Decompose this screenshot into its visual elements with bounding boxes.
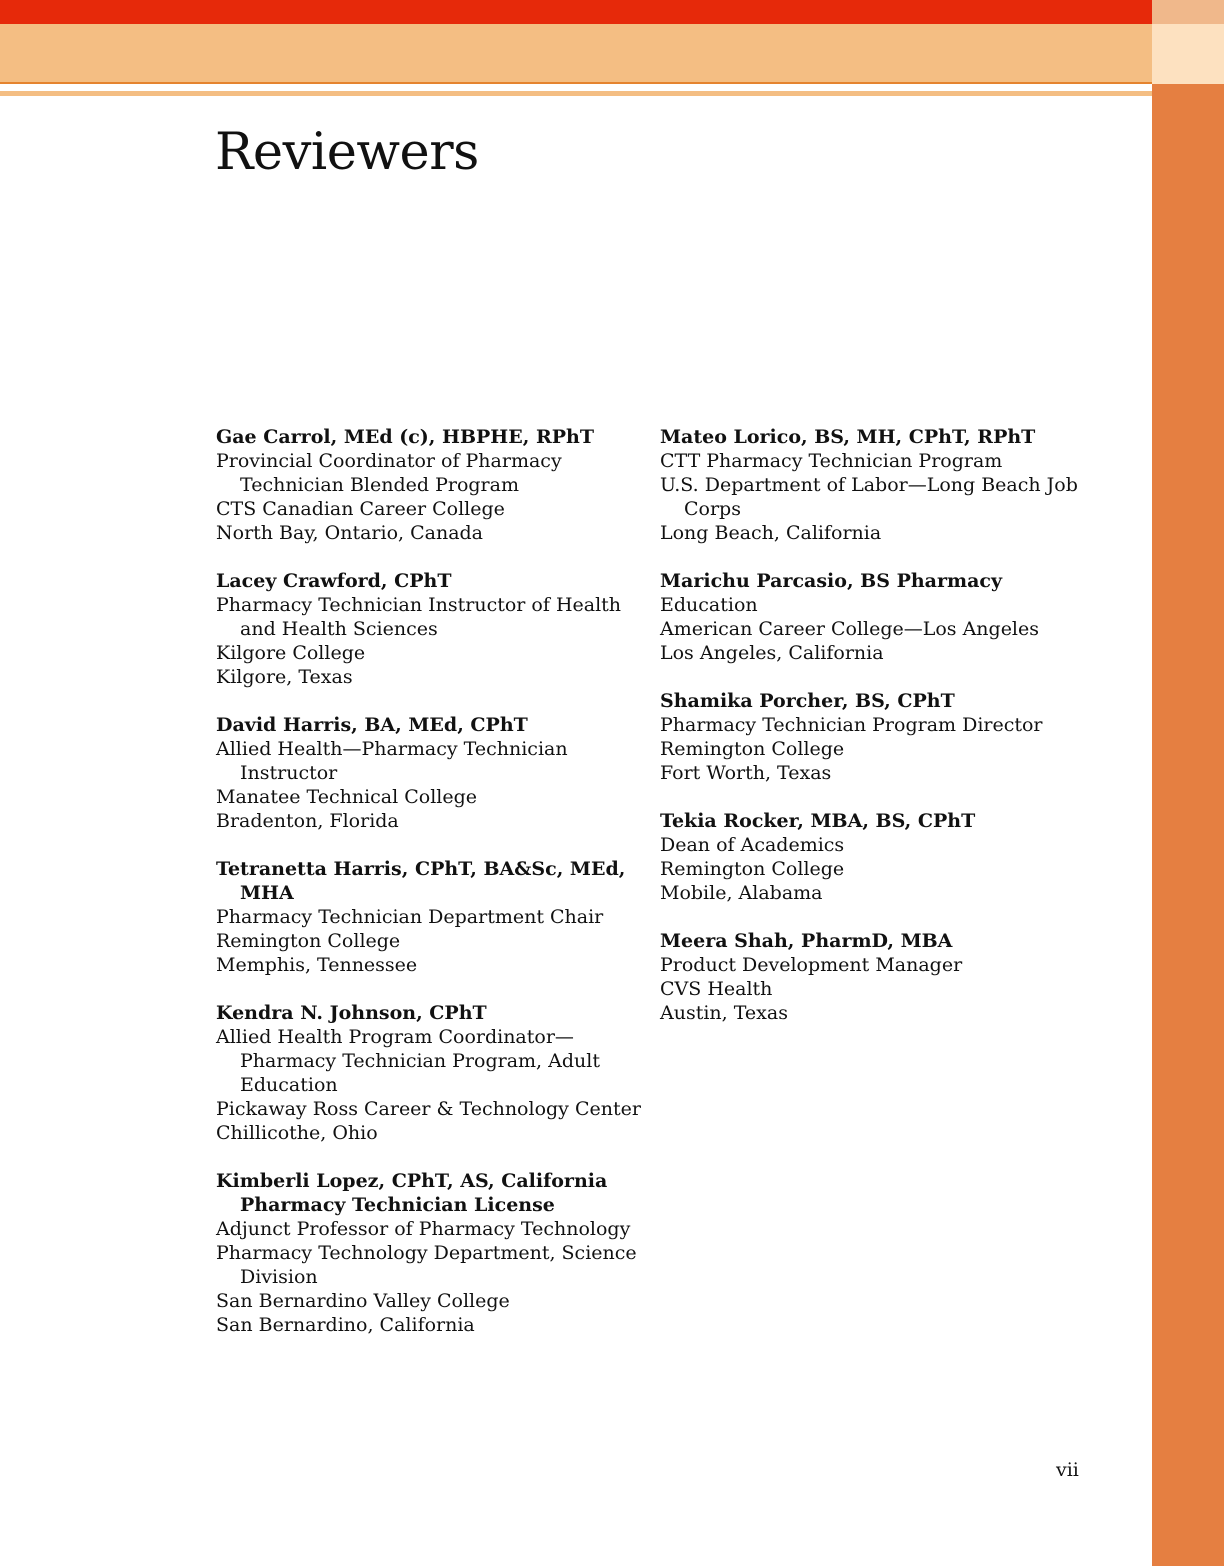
reviewer-detail: San Bernardino, California <box>216 1314 475 1336</box>
reviewer-detail: Pharmacy Technician Instructor of Health and Health Sciences <box>216 594 622 640</box>
reviewer-detail: Pharmacy Technician Department Chair <box>216 906 604 928</box>
reviewer-detail: Austin, Texas <box>660 1002 788 1024</box>
reviewer-entry <box>660 689 1080 785</box>
page-number: vii <box>1056 1459 1079 1481</box>
reviewer-detail: Mobile, Alabama <box>660 882 823 904</box>
reviewer-detail: Allied Health—Pharmacy Technician Instructor <box>216 738 568 784</box>
reviewer-detail: American Career College—Los Angeles <box>660 618 1040 640</box>
reviewer-detail: Dean of Academics <box>660 834 845 856</box>
reviewer-entry <box>216 569 646 689</box>
reviewer-entry <box>660 569 1080 665</box>
reviewer-detail: U.S. Department of Labor—Long Beach Job Corps <box>660 474 1078 520</box>
side-band-top <box>1152 0 1224 24</box>
side-band-light <box>1152 24 1224 84</box>
reviewer-detail: Chillicothe, Ohio <box>216 1122 378 1144</box>
reviewer-detail: CTS Canadian Career College <box>216 498 505 520</box>
reviewer-entry <box>660 425 1080 545</box>
reviewer-name: Tekia Rocker, MBA, BS, CPhT <box>660 810 976 832</box>
reviewer-detail: Provincial Coordinator of Pharmacy Technician Blended Program <box>216 450 562 496</box>
reviewer-detail: Product Development Manager <box>660 954 963 976</box>
reviewer-detail: North Bay, Ontario, Canada <box>216 522 484 544</box>
reviewer-detail: CTT Pharmacy Technician Program <box>660 450 1003 472</box>
reviewer-detail: Education <box>660 594 758 616</box>
reviewer-name: Gae Carrol, MEd (c), HBPHE, RPhT <box>216 426 594 448</box>
reviewer-name: Mateo Lorico, BS, MH, CPhT, RPhT <box>660 426 1036 448</box>
reviewer-name: Kimberli Lopez, CPhT, AS, California Pharmacy Technician License <box>216 1170 608 1216</box>
header-thin-rule <box>0 91 1152 96</box>
reviewer-detail: Kilgore, Texas <box>216 666 353 688</box>
reviewer-detail: Allied Health Program Coordinator—Pharmacy Technician Program, Adult Education <box>216 1026 600 1096</box>
reviewer-entry <box>216 713 646 833</box>
header-peach-band <box>0 24 1152 82</box>
reviewers-column-left <box>216 425 646 1361</box>
reviewer-detail: Los Angeles, California <box>660 642 884 664</box>
reviewer-entry <box>216 1169 646 1337</box>
reviewer-detail: Remington College <box>216 930 401 952</box>
page-title: Reviewers <box>215 123 479 182</box>
reviewer-entry <box>216 425 646 545</box>
reviewer-detail: San Bernardino Valley College <box>216 1290 510 1312</box>
reviewer-detail: Adjunct Professor of Pharmacy Technology <box>216 1218 631 1240</box>
reviewer-detail: Remington College <box>660 738 845 760</box>
reviewer-detail: Pickaway Ross Career & Technology Center <box>216 1098 641 1120</box>
header-rule <box>0 82 1152 84</box>
reviewer-detail: Long Beach, California <box>660 522 882 544</box>
reviewer-detail: Manatee Technical College <box>216 786 478 808</box>
reviewer-detail: Bradenton, Florida <box>216 810 399 832</box>
reviewer-detail: CVS Health <box>660 978 773 1000</box>
reviewer-entry <box>660 809 1080 905</box>
reviewer-detail: Kilgore College <box>216 642 366 664</box>
reviewer-name: Tetranetta Harris, CPhT, BA&Sc, MEd, MHA <box>216 858 626 904</box>
reviewer-name: David Harris, BA, MEd, CPhT <box>216 714 528 736</box>
reviewer-detail: Remington College <box>660 858 845 880</box>
header-red-band <box>0 0 1152 24</box>
side-orange-band <box>1152 0 1224 1566</box>
reviewer-detail: Fort Worth, Texas <box>660 762 832 784</box>
reviewer-name: Shamika Porcher, BS, CPhT <box>660 690 955 712</box>
reviewer-entry <box>660 929 1080 1025</box>
reviewers-column-right <box>660 425 1080 1049</box>
reviewer-detail: Pharmacy Technology Department, Science Division <box>216 1242 637 1288</box>
reviewer-entry <box>216 1001 646 1145</box>
reviewer-name: Meera Shah, PharmD, MBA <box>660 930 953 952</box>
reviewer-name: Lacey Crawford, CPhT <box>216 570 452 592</box>
reviewer-detail: Memphis, Tennessee <box>216 954 418 976</box>
reviewer-name: Kendra N. Johnson, CPhT <box>216 1002 487 1024</box>
reviewer-entry <box>216 857 646 977</box>
reviewer-name: Marichu Parcasio, BS Pharmacy <box>660 570 1003 592</box>
reviewer-detail: Pharmacy Technician Program Director <box>660 714 1043 736</box>
